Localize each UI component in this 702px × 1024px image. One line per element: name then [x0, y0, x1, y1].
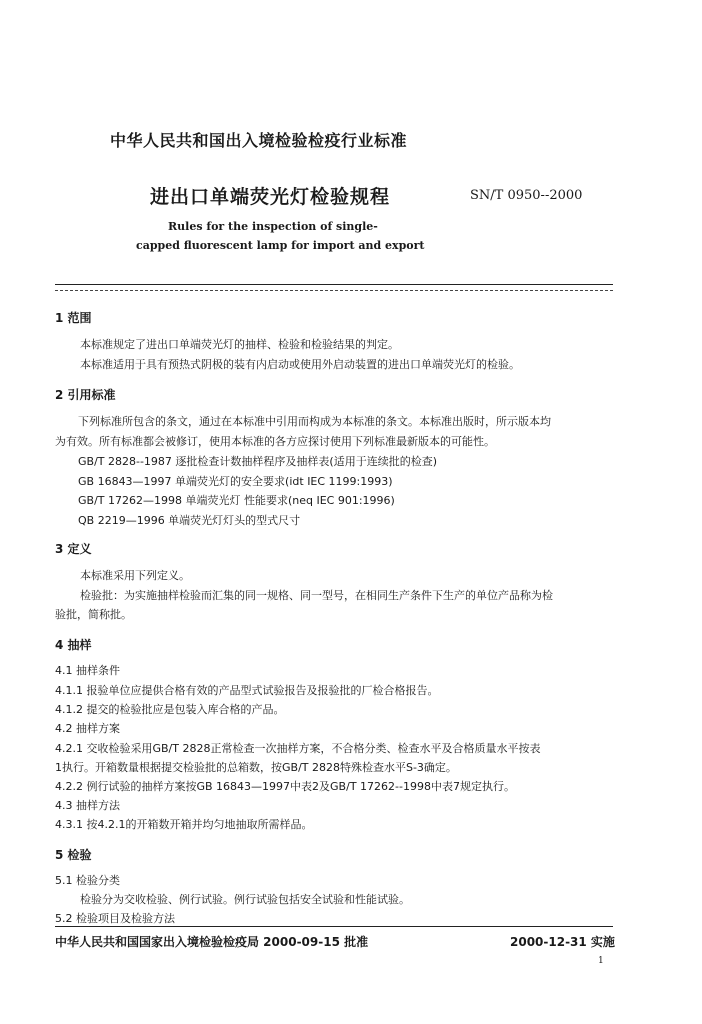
header-divider-dashed	[55, 290, 613, 291]
section-2-para-line-1: 下列标准所包含的条文，通过在本标准中引用而构成为本标准的条文。本标准出版时，所示版本均	[78, 415, 551, 428]
issuing-authority-title: 中华人民共和国出入境检验检疫行业标准	[110, 131, 408, 150]
section-3-para-2-line-2: 验批，简称批。	[55, 608, 132, 621]
section-5-heading: 5 检验	[55, 848, 92, 862]
clause-4-1: 4.1 抽样条件	[55, 664, 120, 677]
clause-4-1-1: 4.1.1 报验单位应提供合格有效的产品型式试验报告及报验批的厂检合格报告。	[55, 684, 439, 697]
section-3-para-1: 本标准采用下列定义。	[80, 569, 190, 582]
reference-standard-item: GB 16843—1997 单端荧光灯的安全要求(idt IEC 1199:1993)	[78, 475, 393, 488]
reference-standard-item: GB/T 17262—1998 单端荧光灯 性能要求(neq IEC 901:1996)	[78, 494, 395, 507]
english-title-line-1: Rules for the inspection of single-	[168, 220, 378, 233]
header-divider-solid	[55, 284, 613, 285]
clause-4-2-2: 4.2.2 例行试验的抽样方案按GB 16843—1997中表2及GB/T 17262--1998中表7规定执行。	[55, 780, 515, 793]
section-1-para-1: 本标准规定了进出口单端荧光灯的抽样、检验和检验结果的判定。	[80, 338, 399, 351]
clause-4-2: 4.2 抽样方案	[55, 722, 120, 735]
clause-4-2-1-line-2: 1执行。开箱数量根据提交检验批的总箱数，按GB/T 2828特殊检查水平S-3确定。	[55, 761, 457, 774]
clause-5-1: 5.1 检验分类	[55, 874, 120, 887]
clause-5-2: 5.2 检验项目及检验方法	[55, 912, 175, 925]
clause-4-3: 4.3 抽样方法	[55, 799, 120, 812]
section-3-heading: 3 定义	[55, 542, 92, 556]
reference-standard-item: GB/T 2828--1987 逐批检查计数抽样程序及抽样表(适用于连续批的检查)	[78, 455, 437, 468]
reference-standard-item: QB 2219—1996 单端荧光灯灯头的型式尺寸	[78, 514, 301, 527]
clause-4-2-1-line-1: 4.2.1 交收检验采用GB/T 2828正常检查一次抽样方案，不合格分类、检查水平及合格质量水平按表	[55, 742, 541, 755]
section-2-heading: 2 引用标准	[55, 388, 116, 402]
section-1-heading: 1 范围	[55, 311, 92, 325]
clause-5-1-text: 检验分为交收检验、例行试验。例行试验包括安全试验和性能试验。	[80, 893, 410, 906]
english-title-line-2: capped fluorescent lamp for import and export	[136, 239, 425, 252]
approval-statement: 中华人民共和国国家出入境检验检疫局 2000-09-15 批准	[55, 935, 369, 949]
section-2-para-line-2: 为有效。所有标准都会被修订，使用本标准的各方应探讨使用下列标准最新版本的可能性。	[55, 435, 495, 448]
clause-4-1-2: 4.1.2 提交的检验批应是包装入库合格的产品。	[55, 703, 285, 716]
document-title: 进出口单端荧光灯检验规程	[150, 186, 391, 208]
section-1-para-2: 本标准适用于具有预热式阴极的装有内启动或使用外启动装置的进出口单端荧光灯的检验。	[80, 358, 520, 371]
section-4-heading: 4 抽样	[55, 638, 92, 652]
standard-number: SN/T 0950--2000	[470, 188, 583, 203]
footer-divider	[55, 926, 613, 927]
page-number: 1	[598, 956, 604, 966]
implementation-date: 2000-12-31 实施	[510, 935, 615, 949]
section-3-para-2-line-1: 检验批：为实施抽样检验而汇集的同一规格、同一型号，在相同生产条件下生产的单位产品称为检	[80, 589, 553, 602]
clause-4-3-1: 4.3.1 按4.2.1的开箱数开箱并均匀地抽取所需样品。	[55, 818, 313, 831]
